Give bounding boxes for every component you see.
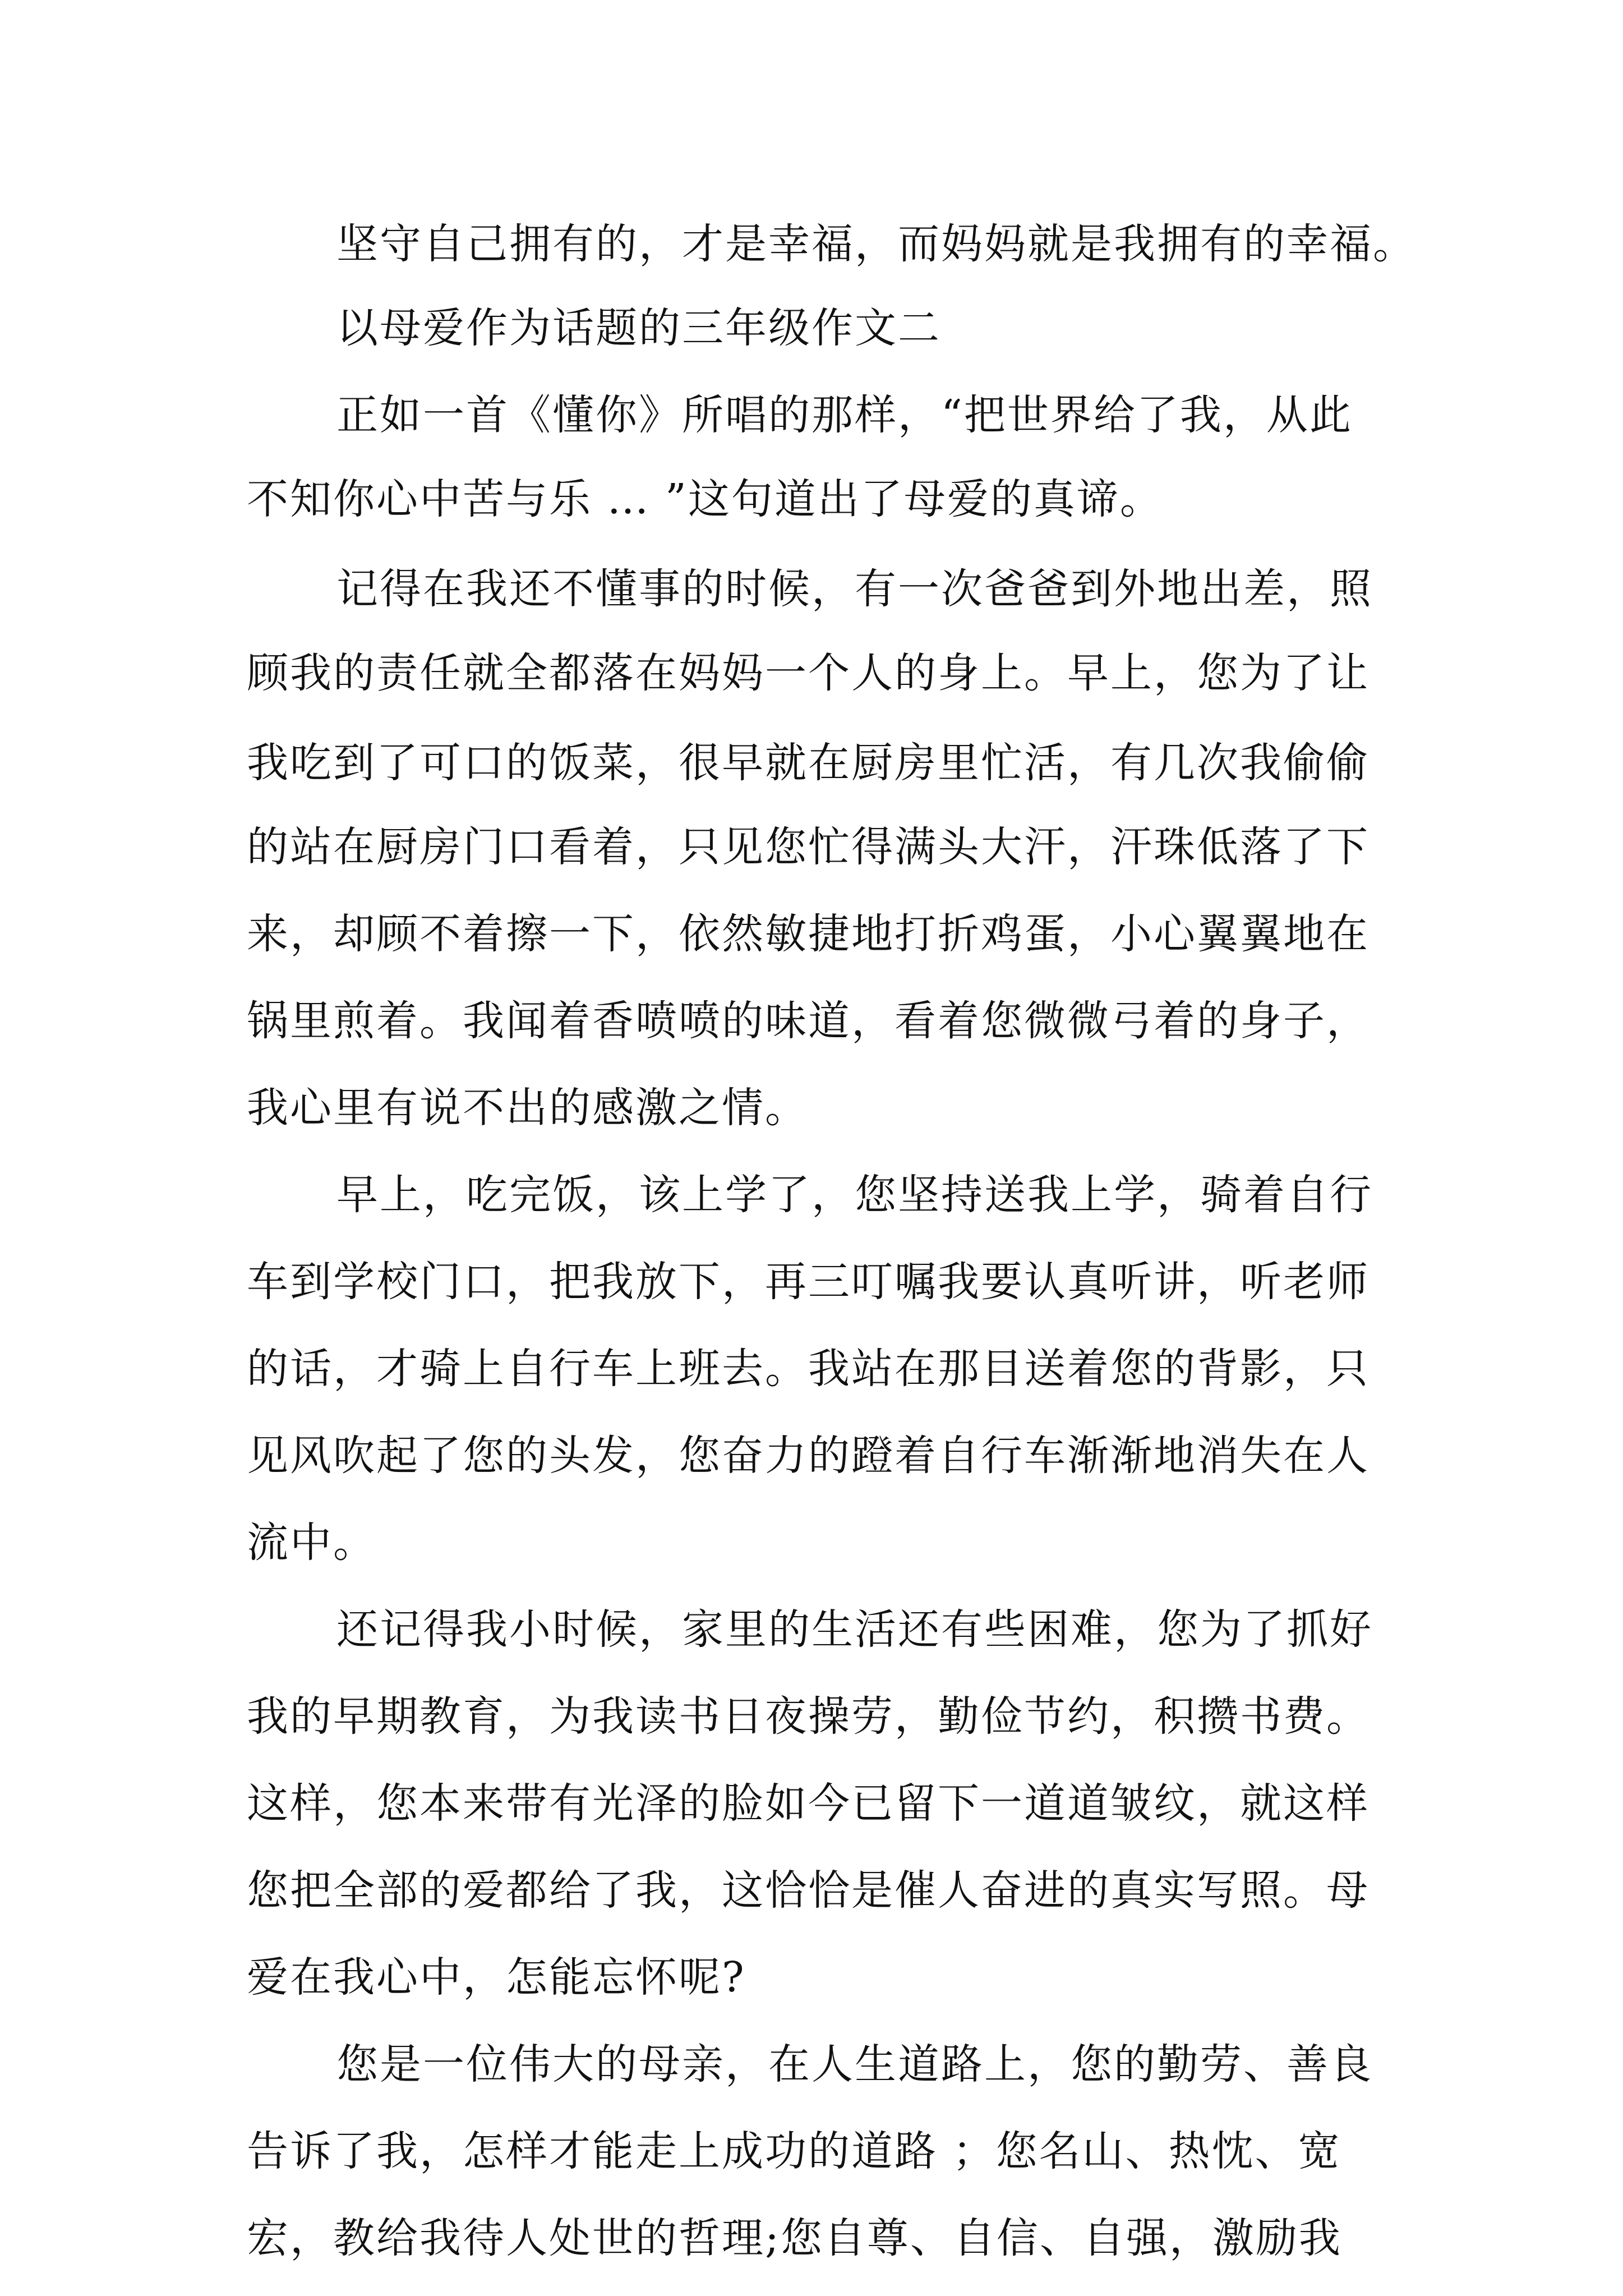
text-line-12: 早上，吃完饭，该上学了，您坚持送我上学，骑着自行 [336, 1171, 1373, 1219]
text-line-13: 车到学校门口，把我放下，再三叮嘱我要认真听讲，听老师 [247, 1258, 1370, 1306]
text-line-17: 还记得我小时候，家里的生活还有些困难，您为了抓好 [336, 1605, 1373, 1654]
text-line-11: 我心里有说不出的感激之情。 [247, 1084, 808, 1132]
text-line-3: 正如一首《懂你》所唱的那样，“把世界给了我，从此 [336, 391, 1353, 439]
text-line-21: 爱在我心中，怎能忘怀呢? [247, 1953, 746, 2001]
text-line-10: 锅里煎着。我闻着香喷喷的味道，看着您微微弓着的身子， [247, 997, 1370, 1045]
text-line-6: 顾我的责任就全都落在妈妈一个人的身上。早上，您为了让 [247, 649, 1370, 697]
text-line-15: 见风吹起了您的头发，您奋力的蹬着自行车渐渐地消失在人 [247, 1432, 1370, 1480]
text-line-4: 不知你心中苦与乐 … ”这句道出了母爱的真谛。 [247, 475, 1163, 523]
text-line-7: 我吃到了可口的饭菜，很早就在厨房里忙活，有几次我偷偷 [247, 739, 1370, 787]
text-line-5: 记得在我还不懂事的时候，有一次爸爸到外地出差，照 [336, 565, 1373, 613]
text-line-16: 流中。 [247, 1519, 376, 1567]
text-line-8: 的站在厨房门口看着，只见您忙得满头大汗，汗珠低落了下 [247, 823, 1370, 871]
text-line-9: 来，却顾不着擦一下，依然敏捷地打折鸡蛋，小心翼翼地在 [247, 910, 1370, 958]
text-line-22: 您是一位伟大的母亲，在人生道路上，您的勤劳、善良 [336, 2040, 1373, 2088]
text-line-14: 的话，才骑上自行车上班去。我站在那目送着您的背影，只 [247, 1345, 1370, 1393]
text-line-20: 您把全部的爱都给了我，这恰恰是催人奋进的真实写照。母 [247, 1866, 1370, 1915]
text-line-19: 这样，您本来带有光泽的脸如今已留下一道道皱纹，就这样 [247, 1779, 1370, 1828]
text-line-23: 告诉了我，怎样才能走上成功的道路 ；您名山、热忱、宽 [247, 2127, 1341, 2175]
text-line-18: 我的早期教育，为我读书日夜操劳，勤俭节约，积攒书费。 [247, 1692, 1370, 1741]
text-line-1: 坚守自己拥有的，才是幸福，而妈妈就是我拥有的幸福。 [336, 220, 1416, 268]
section-heading: 以母爱作为话题的三年级作文二 [336, 304, 941, 352]
text-line-24: 宏，教给我待人处世的哲理;您自尊、自信、自强，激励我 [247, 2214, 1342, 2262]
